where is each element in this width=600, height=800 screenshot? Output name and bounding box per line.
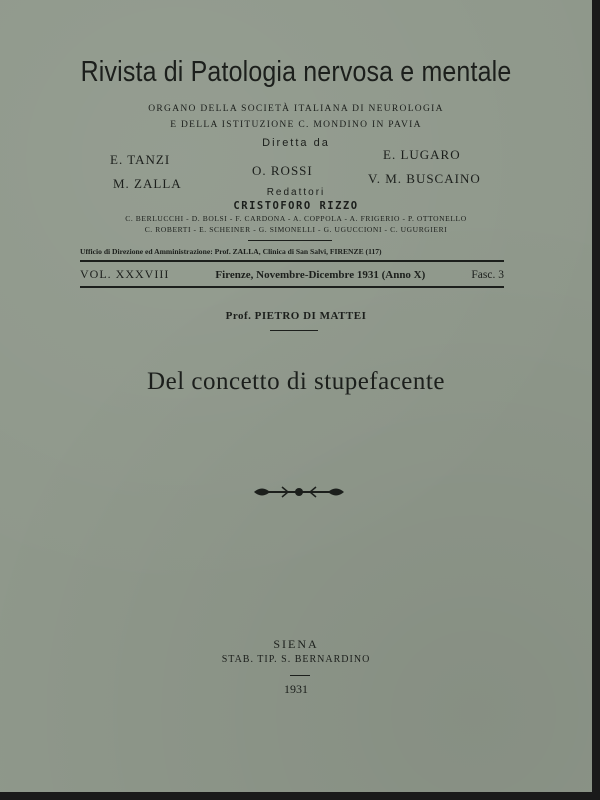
rule-top (80, 260, 504, 262)
printer-divider (290, 675, 310, 676)
directed-by-label: Diretta da (262, 137, 330, 149)
city: SIENA (273, 637, 319, 651)
printer: STAB. TIP. S. BERNARDINO (221, 654, 371, 665)
editors-label: Redattori (266, 187, 326, 198)
editors-line-2: C. ROBERTI - E. SCHEINER - G. SIMONELLI - G. UGUCCIONI - C. UGURGIERI (144, 225, 448, 234)
rule-bottom (80, 286, 504, 288)
office-line: Ufficio di Direzione ed Amministrazione: Prof. ZALLA, Clinica di San Salvi, FIRENZE (117) (80, 247, 382, 256)
director-rossi: O. ROSSI (252, 163, 313, 178)
issue-date: Firenze, Novembre-Dicembre 1931 (Anno X) (215, 269, 426, 281)
fascicle: Fasc. 3 (471, 269, 504, 281)
director-zalla: M. ZALLA (113, 176, 182, 191)
volume: VOL. XXXVIII (80, 267, 170, 281)
year: 1931 (284, 682, 308, 696)
volume-row (80, 267, 504, 282)
chief-editor: CRISTOFORO RIZZO (233, 200, 359, 212)
director-lugaro: E. LUGARO (383, 147, 461, 162)
director-buscaino: V. M. BUSCAINO (368, 171, 481, 186)
divider (248, 240, 332, 241)
author-divider (270, 330, 318, 331)
organ-line-2: E DELLA ISTITUZIONE C. MONDINO IN PAVIA (170, 120, 422, 130)
journal-title: Rivista di Patologia nervosa e mentale (80, 56, 512, 88)
organ-line-1: ORGANO DELLA SOCIETÀ ITALIANA DI NEUROLOGIA (148, 104, 444, 114)
editors-line-1: C. BERLUCCHI - D. BOLSI - F. CARDONA - A. COPPOLA - A. FRIGERIO - P. OTTONELLO (125, 214, 467, 223)
ornament-icon (252, 484, 346, 505)
article-title: Del concetto di stupefacente (147, 368, 445, 395)
director-tanzi: E. TANZI (110, 152, 171, 167)
author: Prof. PIETRO DI MATTEI (225, 310, 367, 322)
